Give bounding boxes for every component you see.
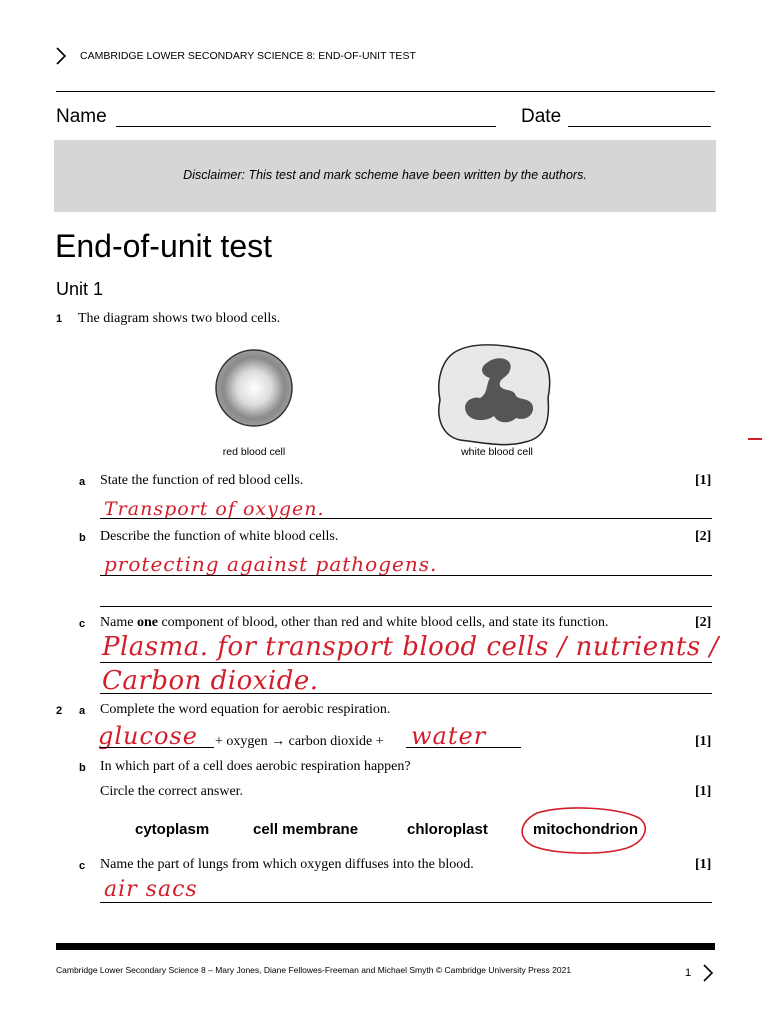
equation-text: + oxygen → carbon dioxide +: [215, 734, 384, 749]
part-letter: c: [79, 860, 86, 872]
white-blood-cell-icon: [439, 345, 550, 445]
question-text-emphasis: one: [136, 615, 158, 630]
question-text: State the function of red blood cells.: [100, 473, 304, 488]
answer-option-mitochondrion[interactable]: mitochondrion: [533, 821, 638, 838]
question-text: Name the part of lungs from which oxygen diffuses into the blood.: [100, 857, 474, 872]
handwritten-answer: air sacs: [104, 877, 198, 902]
question-number: 2: [56, 705, 63, 717]
chevron-right-icon[interactable]: [701, 963, 715, 983]
answer-line[interactable]: [100, 662, 712, 663]
handwritten-answer: Plasma. for transport blood cells / nutrients /: [102, 632, 719, 662]
marks-label: [2]: [695, 529, 712, 544]
part-letter: b: [79, 532, 86, 544]
equation-blank[interactable]: [406, 747, 521, 748]
part-letter: a: [79, 705, 86, 717]
footer-credit: Cambridge Lower Secondary Science 8 – Mary Jones, Diane Fellowes-Freeman and Michael Smyth © Cambridge University Press 2021: [56, 965, 572, 975]
page-title: End-of-unit test: [55, 228, 272, 264]
question-text-end: component of blood, other than red and white blood cells, and state its function.: [157, 615, 609, 630]
answer-option-chloroplast[interactable]: chloroplast: [407, 821, 488, 838]
page-number: 1: [685, 967, 692, 979]
marks-label: [1]: [695, 784, 712, 799]
part-letter: c: [79, 618, 86, 630]
blood-cells-diagram: [210, 338, 560, 463]
header-divider: [56, 91, 715, 92]
equation-blank[interactable]: [100, 747, 214, 748]
handwritten-answer: water: [411, 722, 487, 750]
disclaimer-text: Disclaimer: This test and mark scheme have been written by the authors.: [183, 168, 587, 182]
handwritten-answer: protecting against pathogens.: [104, 552, 438, 576]
answer-line[interactable]: [100, 902, 712, 903]
question-text-start: Name: [100, 615, 137, 630]
answer-option-cell-membrane[interactable]: cell membrane: [253, 821, 359, 838]
answer-circle: [517, 806, 649, 854]
marks-label: [2]: [695, 615, 712, 630]
instruction-text: Circle the correct answer.: [100, 784, 244, 799]
white-blood-cell-label: white blood cell: [461, 446, 533, 458]
handwritten-answer: Transport of oxygen.: [104, 498, 325, 520]
header-title: CAMBRIDGE LOWER SECONDARY SCIENCE 8: END-OF-UNIT TEST: [80, 50, 416, 62]
question-text: In which part of a cell does aerobic respiration happen?: [100, 759, 411, 774]
handwritten-answer: glucose: [98, 722, 198, 750]
answer-line[interactable]: [100, 575, 712, 576]
name-label: Name: [56, 106, 107, 127]
margin-mark: [748, 438, 762, 440]
marks-label: [1]: [695, 734, 712, 749]
unit-title: Unit 1: [56, 279, 104, 299]
answer-line[interactable]: [100, 518, 712, 519]
name-field[interactable]: [116, 126, 496, 127]
question-text: Complete the word equation for aerobic respiration.: [100, 702, 391, 717]
part-letter: a: [79, 476, 86, 488]
question-text: [100, 615, 609, 631]
question-stem: The diagram shows two blood cells.: [78, 311, 281, 326]
disclaimer-box: [54, 140, 716, 212]
question-number: 1: [56, 313, 63, 325]
marks-label: [1]: [695, 857, 712, 872]
chevron-right-icon: [54, 46, 68, 66]
answer-line[interactable]: [100, 693, 712, 694]
part-letter: b: [79, 762, 86, 774]
red-blood-cell-icon: [216, 350, 292, 426]
question-text: Describe the function of white blood cells.: [100, 529, 339, 544]
footer-bar: [56, 943, 715, 950]
marks-label: [1]: [695, 473, 712, 488]
answer-option-cytoplasm[interactable]: cytoplasm: [135, 821, 210, 838]
red-blood-cell-label: red blood cell: [222, 446, 286, 458]
date-field[interactable]: [568, 126, 711, 127]
date-label: Date: [521, 106, 562, 127]
answer-line[interactable]: [100, 606, 712, 607]
handwritten-answer: Carbon dioxide.: [102, 666, 319, 696]
